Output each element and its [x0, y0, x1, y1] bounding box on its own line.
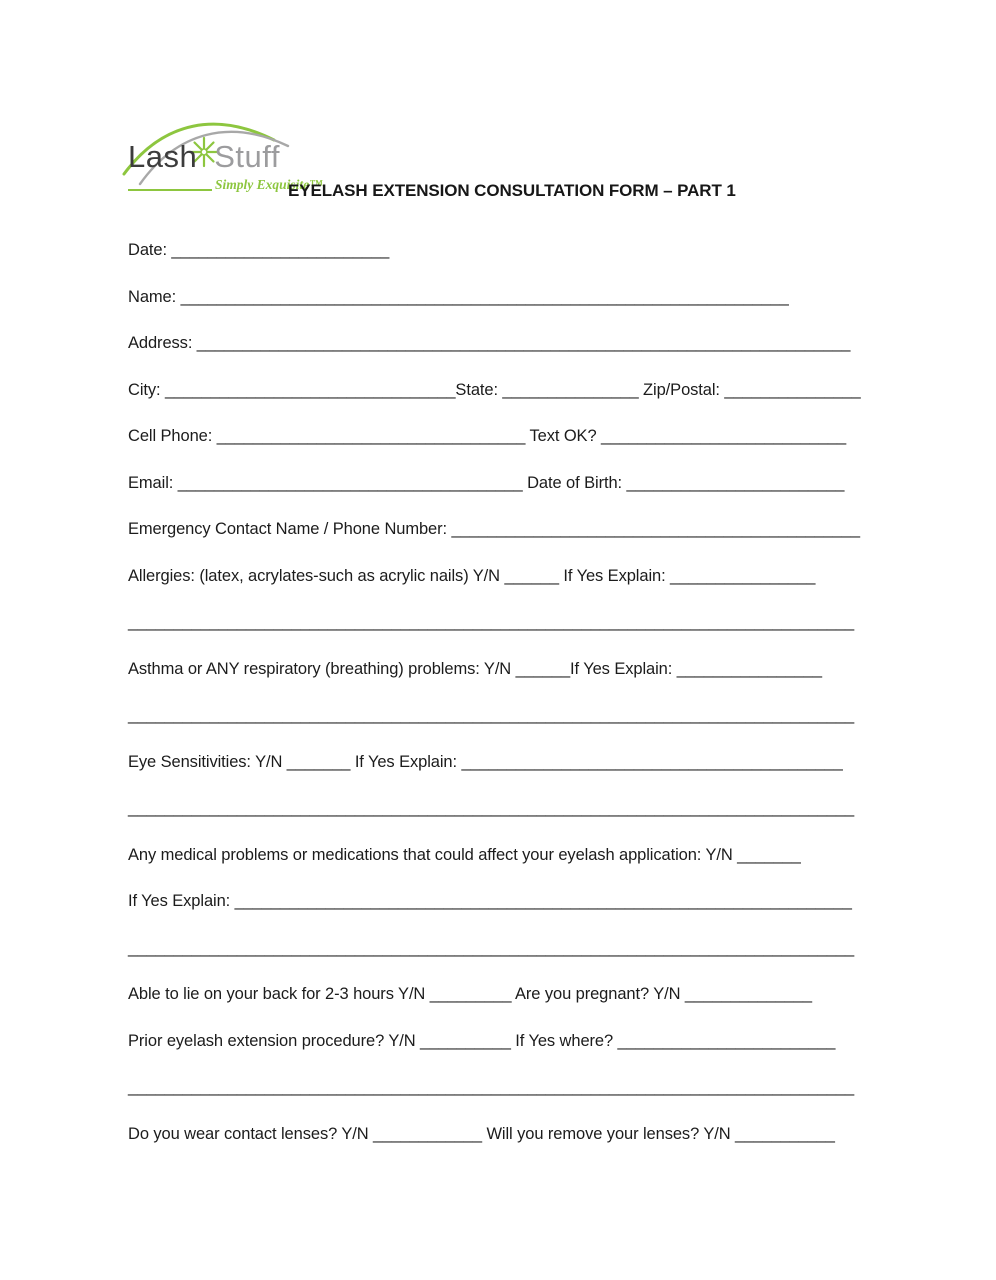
form-row-asthma: Asthma or ANY respiratory (breathing) problems: Y/N ______If Yes Explain: ________________ [128, 659, 822, 678]
form-row-address: Address: ________________________________________________________________________ [128, 334, 851, 352]
logo-underline [128, 189, 212, 191]
form-row-prior-procedure: Prior eyelash extension procedure? Y/N __________ If Yes where? ________________________ [128, 1031, 836, 1050]
form-row-allergies-continuation-line: ________________________________________________________________________________ [128, 613, 855, 631]
logo-text-lash: Lash [128, 139, 198, 174]
form-row-name: Name: ___________________________________________________________________ [128, 287, 789, 306]
form-row-email-date-of-birth: Email: ______________________________________ Date of Birth: ________________________ [128, 473, 845, 492]
form-row-medical-if-yes-explain: If Yes Explain: ____________________________________________________________________ [128, 892, 852, 910]
page-title: EYELASH EXTENSION CONSULTATION FORM – PART 1 [288, 181, 736, 200]
logo-text-stuff: Stuff [214, 139, 280, 174]
form-row-eye-sensitivities-continuation-line: ________________________________________________________________________________ [128, 799, 855, 817]
form-body [128, 241, 888, 1171]
form-row-date: Date: ________________________ [128, 241, 390, 259]
form-row-cell-phone-text-ok: Cell Phone: __________________________________ Text OK? ___________________________ [128, 427, 847, 445]
form-row-allergies: Allergies: (latex, acrylates-such as acrylic nails) Y/N ______ If Yes Explain: ________________ [128, 566, 816, 585]
form-row-emergency-contact: Emergency Contact Name / Phone Number: _____________________________________________ [128, 520, 860, 538]
form-row-prior-procedure-continuation-line: ________________________________________________________________________________ [128, 1078, 855, 1096]
form-row-contact-lenses: Do you wear contact lenses? Y/N ____________ Will you remove your lenses? Y/N ___________ [128, 1124, 835, 1143]
logo-tagline: Simply Exquisite™ [215, 177, 323, 192]
form-row-asthma-continuation-line: ________________________________________________________________________________ [128, 706, 855, 724]
form-row-medical-continuation-line: ________________________________________________________________________________ [128, 938, 855, 957]
logo-wordmark [128, 140, 280, 174]
form-row-lie-on-back-pregnant: Able to lie on your back for 2-3 hours Y/N _________ Are you pregnant? Y/N ______________ [128, 985, 812, 1003]
form-row-eye-sensitivities: Eye Sensitivities: Y/N _______ If Yes Explain: __________________________________________ [128, 752, 843, 771]
form-row-city-state-zip: City: ________________________________State: _______________ Zip/Postal: _______________ [128, 380, 861, 399]
form-row-medical-problems: Any medical problems or medications that could affect your eyelash application: Y/N _______ [128, 845, 801, 864]
